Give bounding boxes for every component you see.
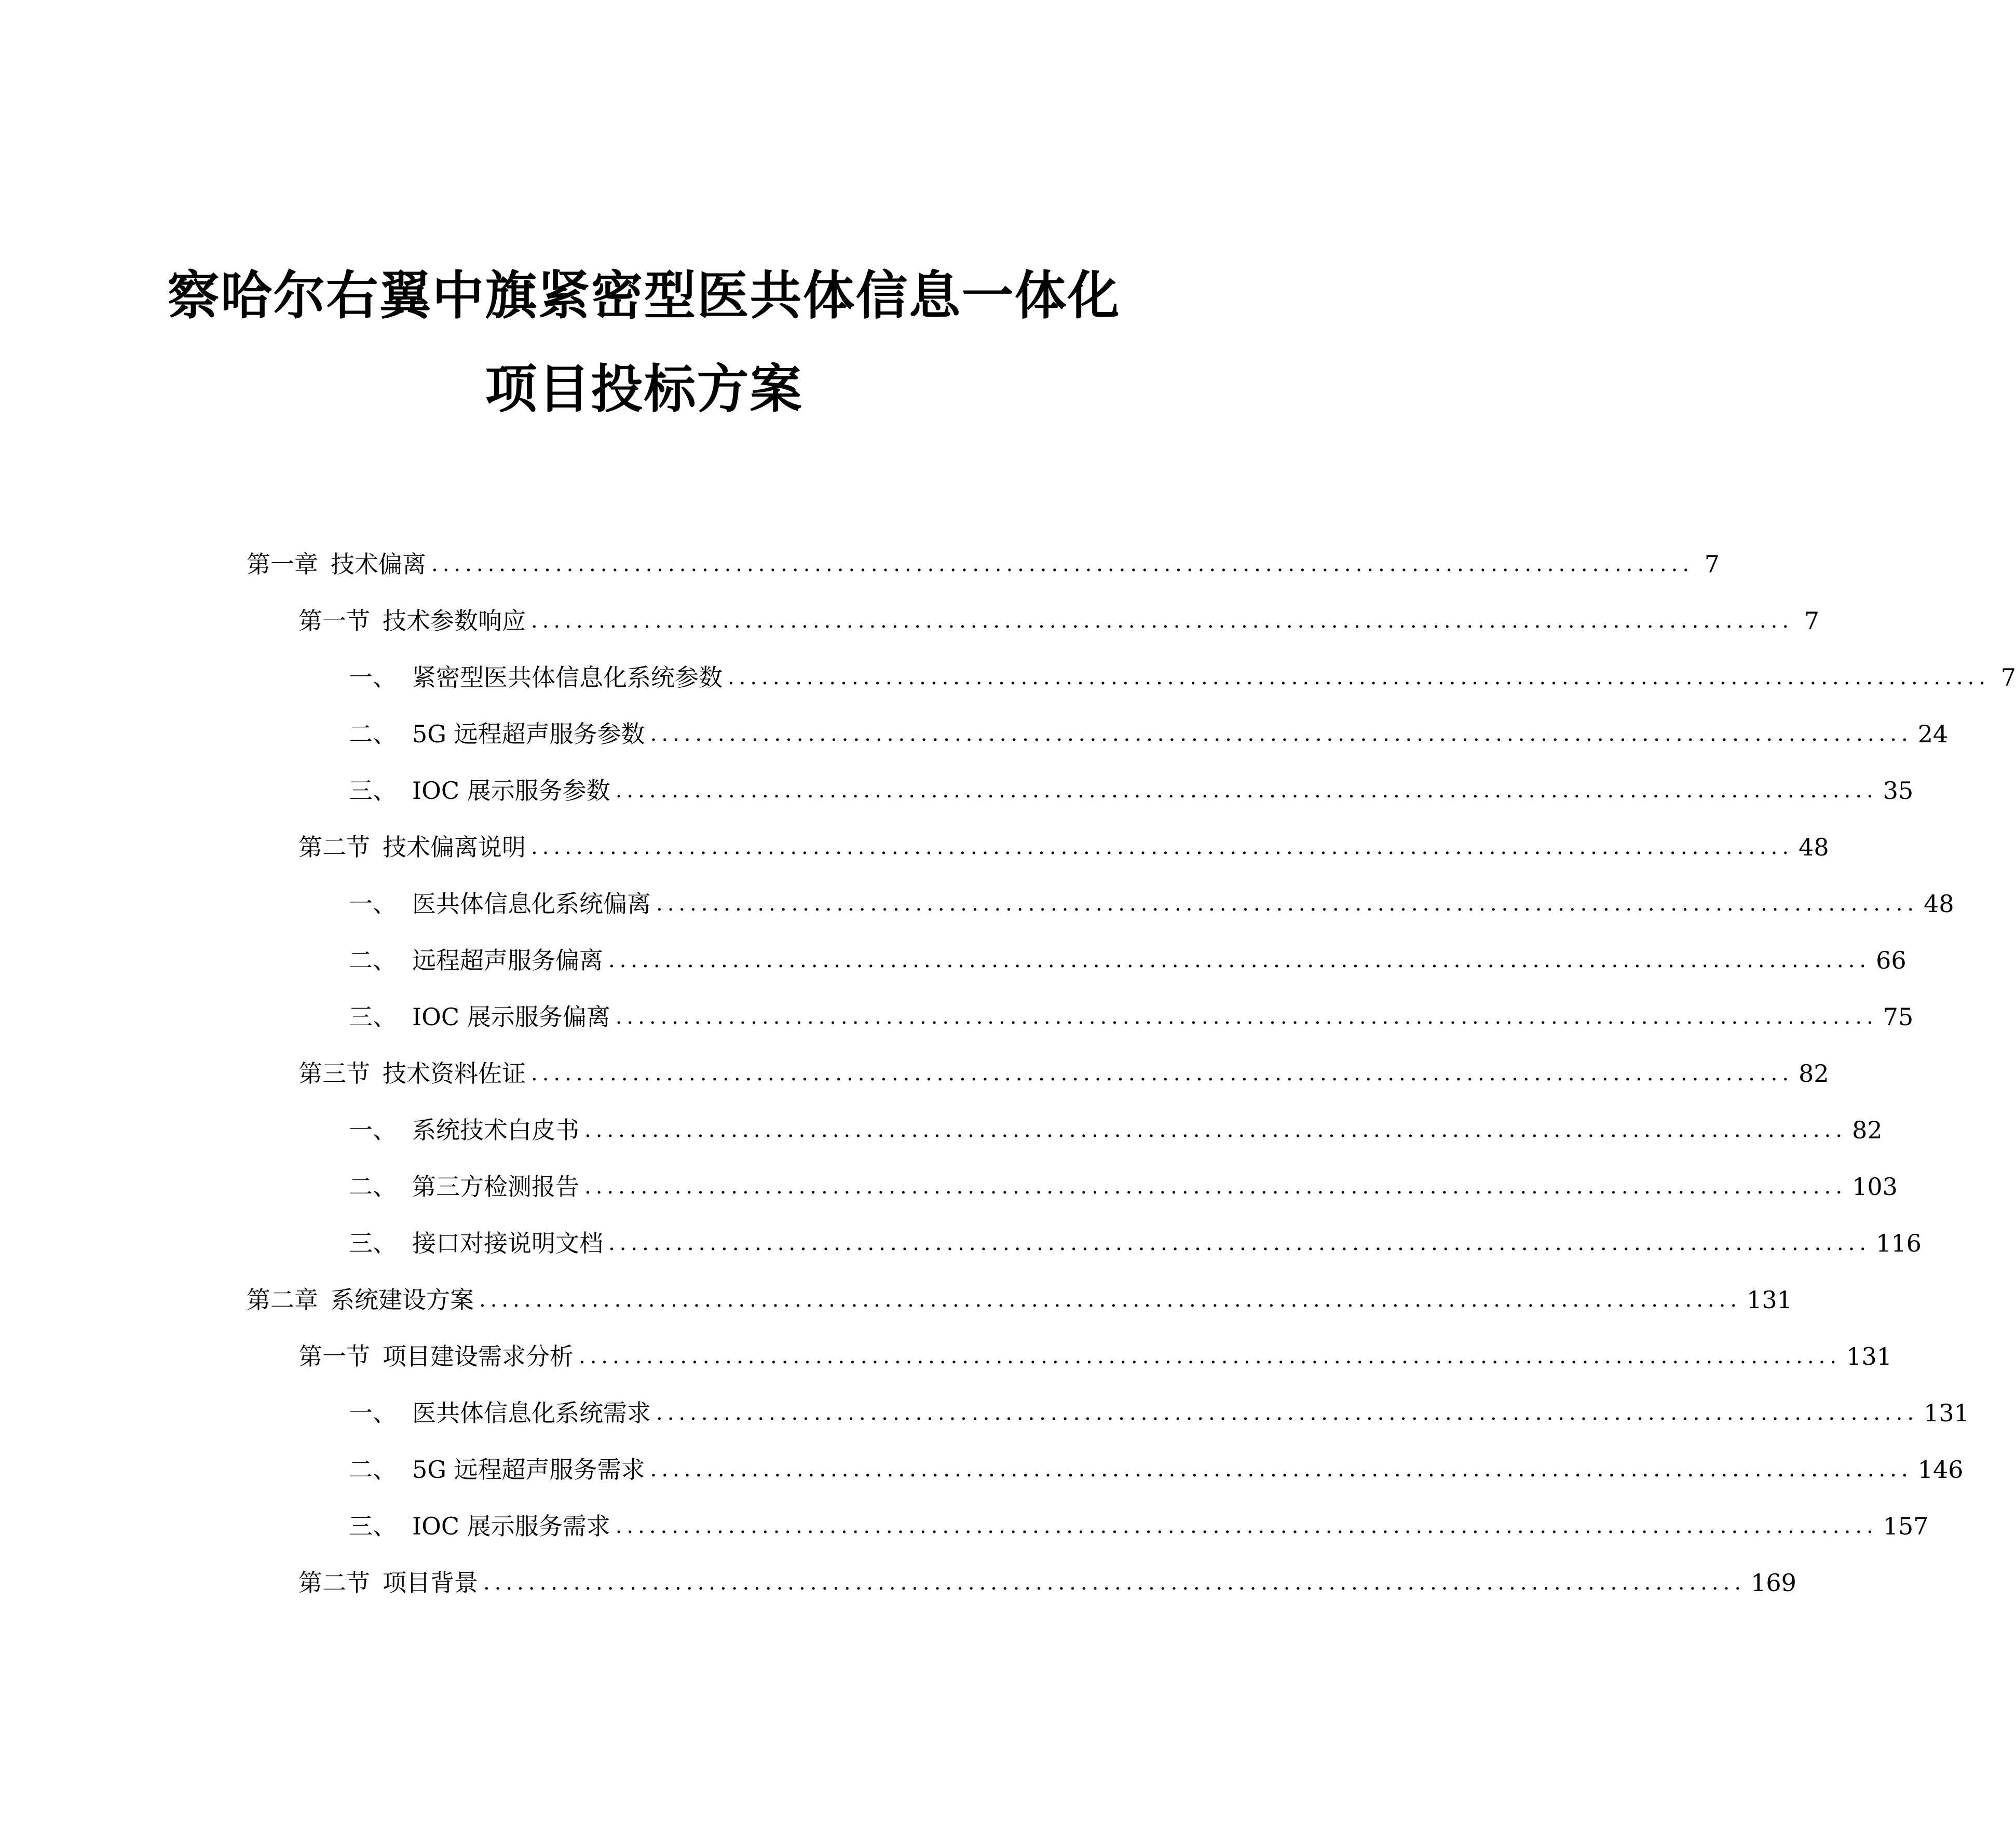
toc-entry-title: 技术参数响应 [383, 607, 526, 635]
toc-entry-page: 75 [1883, 1003, 1914, 1031]
toc-entry-number: 第三节 [298, 1059, 370, 1088]
toc-entry-number: 第二节 [298, 833, 370, 861]
toc-entry-title: 医共体信息化系统偏离 [412, 890, 651, 918]
toc-entry-title: IOC 展示服务需求 [412, 1512, 610, 1540]
toc-entry-page: 48 [1799, 833, 1829, 861]
document-title-line-2: 项目投标方案 [485, 359, 803, 419]
toc-entry[interactable] [298, 599, 1820, 635]
toc-entry-page: 116 [1876, 1229, 1922, 1257]
toc-dot-leader: ................................................................................................................ [650, 722, 1913, 746]
toc-entry-title: 紧密型医共体信息化系统参数 [412, 663, 723, 691]
toc-entry-number: 三、 [349, 1512, 397, 1540]
toc-dot-leader: ................................................................................................................ [615, 779, 1878, 803]
toc-entry-number: 二、 [349, 1456, 397, 1484]
toc-entry-number: 三、 [349, 777, 397, 805]
toc-dot-leader: ................................................................................................................ [656, 1401, 1919, 1425]
toc-entry-number: 二、 [349, 1173, 397, 1201]
toc-entry[interactable] [349, 1165, 1898, 1201]
toc-entry-title: 5G 远程超声服务参数 [412, 720, 645, 748]
toc-entry-page: 146 [1917, 1456, 1964, 1484]
toc-entry-page: 24 [1917, 720, 1949, 748]
toc-dot-leader: ................................................................................................................ [608, 948, 1871, 972]
toc-entry-title: 远程超声服务偏离 [412, 946, 603, 974]
toc-entry-page: 7 [2000, 663, 2016, 691]
toc-entry[interactable] [247, 542, 1720, 579]
toc-entry-title: 医共体信息化系统需求 [412, 1399, 651, 1427]
toc-entry[interactable] [298, 1052, 1829, 1088]
toc-entry[interactable] [298, 1561, 1796, 1597]
toc-dot-leader: ................................................................................................................ [615, 1005, 1878, 1029]
toc-entry-title: 接口对接说明文档 [412, 1229, 603, 1257]
toc-entry-title: 项目建设需求分析 [383, 1342, 574, 1370]
toc-entry-page: 82 [1852, 1116, 1883, 1144]
toc-entry-number: 第二章 [247, 1286, 318, 1314]
toc-entry[interactable] [349, 882, 1954, 918]
toc-entry-page: 48 [1924, 890, 1954, 918]
toc-entry-title: IOC 展示服务参数 [412, 777, 610, 805]
toc-entry-number: 第二节 [298, 1569, 370, 1597]
toc-dot-leader: ................................................................................................................ [650, 1458, 1913, 1482]
toc-entry-number: 三、 [349, 1229, 397, 1257]
toc-entry-number: 第一节 [298, 607, 370, 635]
toc-dot-leader: ................................................................................................................ [479, 1288, 1742, 1312]
toc-dot-leader: ................................................................................................................ [608, 1231, 1871, 1255]
toc-entry[interactable] [349, 1221, 1922, 1258]
toc-entry-title: 系统建设方案 [331, 1286, 474, 1314]
toc-entry[interactable] [349, 656, 2016, 692]
toc-entry-title: IOC 展示服务偏离 [412, 1003, 610, 1031]
toc-entry-page: 35 [1883, 777, 1914, 805]
toc-entry-title: 技术偏离说明 [383, 833, 526, 861]
toc-entry-page: 82 [1799, 1059, 1829, 1088]
toc-dot-leader: ................................................................................................................ [483, 1571, 1746, 1595]
document-title-line-1: 察哈尔右翼中旗紧密型医共体信息一体化 [167, 265, 1121, 326]
toc-entry-page: 157 [1883, 1512, 1929, 1540]
toc-dot-leader: ................................................................................................................ [531, 835, 1794, 859]
toc-entry[interactable] [349, 1448, 1964, 1484]
toc-entry-number: 一、 [349, 1399, 397, 1427]
toc-entry[interactable] [349, 1108, 1883, 1145]
toc-dot-leader: ................................................................................................................ [584, 1175, 1847, 1199]
toc-entry[interactable] [298, 825, 1829, 862]
toc-entry-title: 技术资料佐证 [383, 1059, 526, 1088]
toc-entry[interactable] [349, 712, 1949, 749]
toc-entry-page: 131 [1846, 1342, 1892, 1370]
toc-dot-leader: ................................................................................................................ [579, 1344, 1842, 1368]
toc-entry-number: 一、 [349, 1116, 397, 1144]
toc-entry-number: 第一节 [298, 1342, 370, 1370]
toc-entry[interactable] [349, 1391, 1969, 1428]
toc-dot-leader: ................................................................................................................ [531, 1062, 1794, 1085]
toc-entry-title: 系统技术白皮书 [412, 1116, 579, 1144]
toc-entry[interactable] [349, 1504, 1929, 1541]
toc-entry-number: 二、 [349, 946, 397, 974]
toc-entry-page: 66 [1876, 946, 1906, 974]
toc-entry-page: 7 [1704, 550, 1720, 578]
toc-entry[interactable] [349, 769, 1914, 805]
toc-entry-title: 5G 远程超声服务需求 [412, 1456, 645, 1484]
toc-entry-page: 131 [1924, 1399, 1969, 1427]
toc-entry-page: 131 [1747, 1286, 1792, 1314]
toc-entry-title: 第三方检测报告 [412, 1173, 579, 1201]
toc-entry[interactable] [247, 1278, 1792, 1314]
toc-entry-number: 第一章 [247, 550, 318, 578]
toc-dot-leader: ................................................................................................................ [656, 892, 1919, 916]
toc-entry-number: 一、 [349, 890, 397, 918]
toc-entry-number: 三、 [349, 1003, 397, 1031]
toc-entry-number: 一、 [349, 663, 397, 691]
toc-dot-leader: ................................................................................................................ [728, 665, 1991, 689]
toc-entry-page: 103 [1852, 1173, 1898, 1201]
toc-entry[interactable] [349, 995, 1914, 1031]
toc-entry[interactable] [298, 1335, 1892, 1371]
toc-entry-title: 技术偏离 [331, 550, 426, 578]
toc-dot-leader: ................................................................................................................ [584, 1118, 1847, 1142]
toc-dot-leader: ................................................................................................................ [615, 1514, 1878, 1538]
toc-dot-leader: ................................................................................................................ [431, 552, 1694, 576]
toc-entry-number: 二、 [349, 720, 397, 748]
toc-entry-title: 项目背景 [383, 1569, 478, 1597]
toc-entry[interactable] [349, 939, 1906, 975]
toc-entry-page: 7 [1804, 607, 1820, 635]
toc-dot-leader: ................................................................................................................ [531, 609, 1794, 633]
toc-entry-page: 169 [1751, 1569, 1796, 1597]
